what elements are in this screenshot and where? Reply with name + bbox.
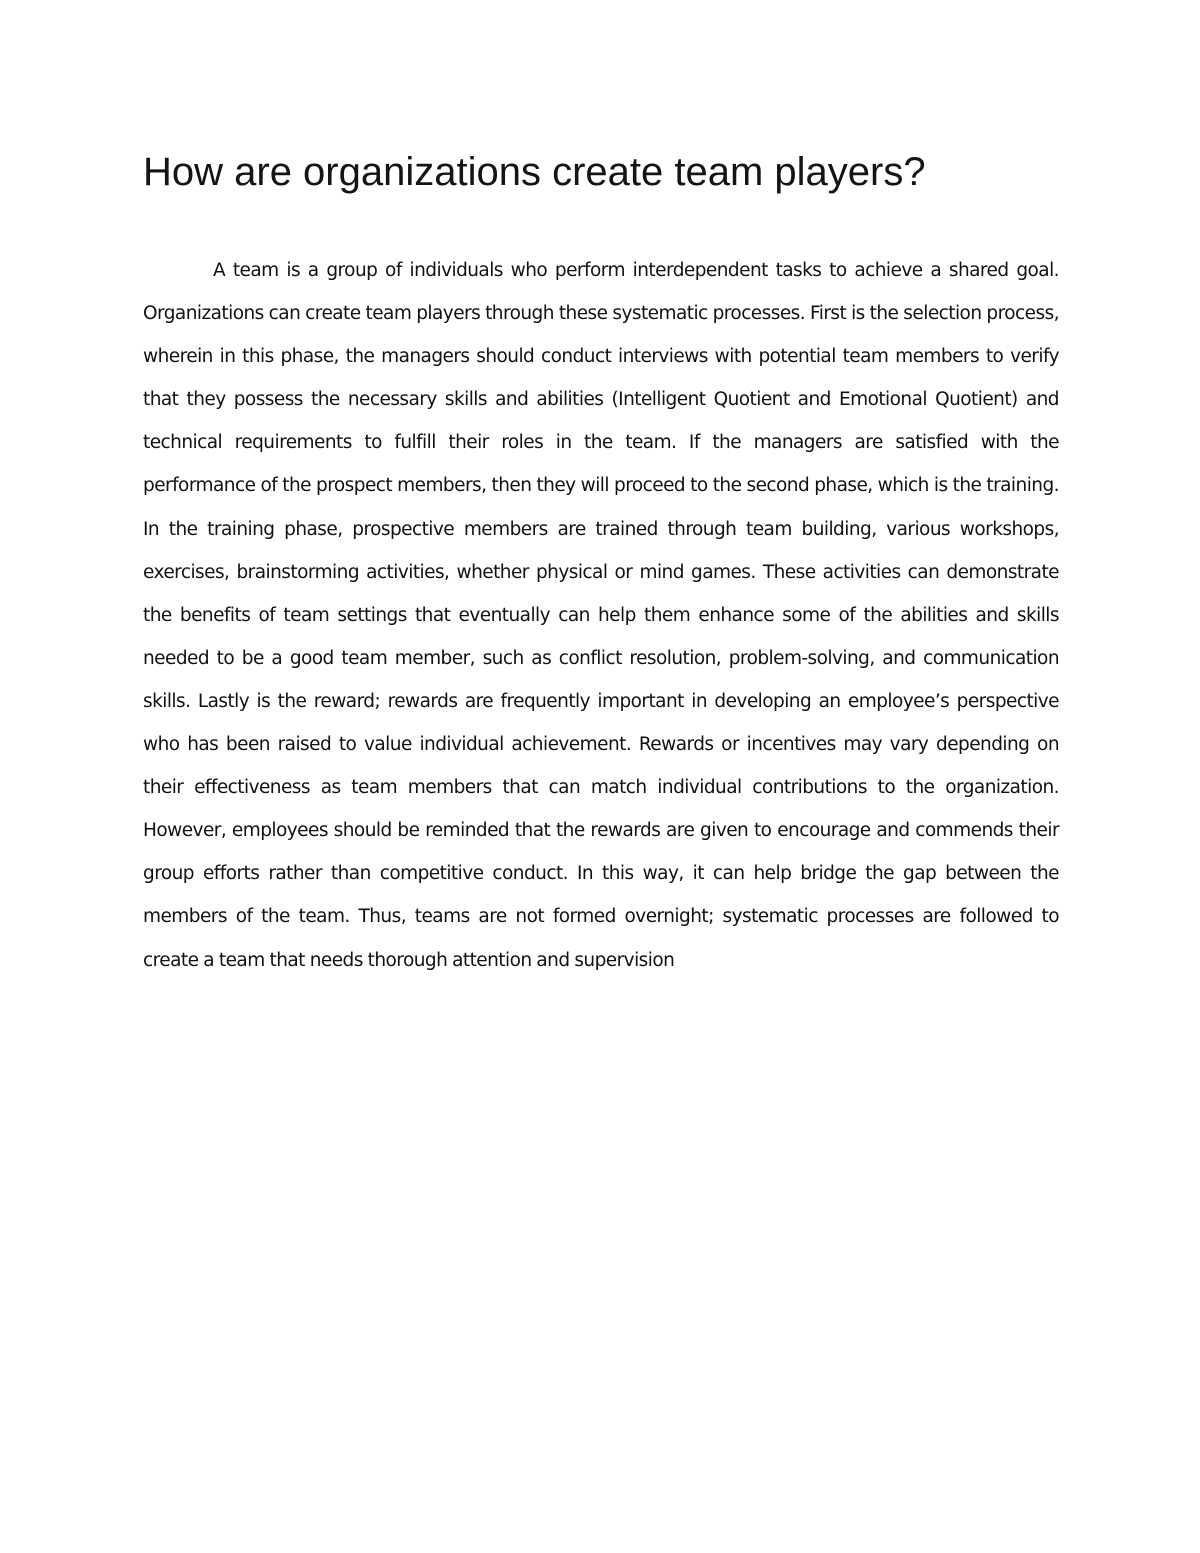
document-body-paragraph: A team is a group of individuals who perform interdependent tasks to achieve a shared goal. Organizations can create team players through these systematic processes. First is the selection process, wherein in this phase, the managers should conduct interviews with potential team members to verify that they possess the necessary skills and abilities (Intelligent Quotient and Emotional Quotient) and technical requirements to fulfill their roles in the team. If the managers are satisfied with the performance of the prospect members, then they will proceed to the second phase, which is the training. In the training phase, prospective members are trained through team building, various workshops, exercises, brainstorming activities, whether physical or mind games. These activities can demonstrate the benefits of team settings that eventually can help them enhance some of the abilities and skills needed to be a good team member, such as conflict resolution, problem-solving, and communication skills. Lastly is the reward; rewards are frequently important in developing an employee’s perspective who has been raised to value individual achievement. Rewards or incentives may vary depending on their effectiveness as team members that can match individual contributions to the organization. However, employees should be reminded that the rewards are given to encourage and commends their group efforts rather than competitive conduct. In this way, it can help bridge the gap between the members of the team. Thus, teams are not formed overnight; systematic processes are followed to create a team that needs thorough attention and supervision	[143, 260, 1059, 971]
document-title: How are organizations create team players?	[143, 150, 926, 194]
